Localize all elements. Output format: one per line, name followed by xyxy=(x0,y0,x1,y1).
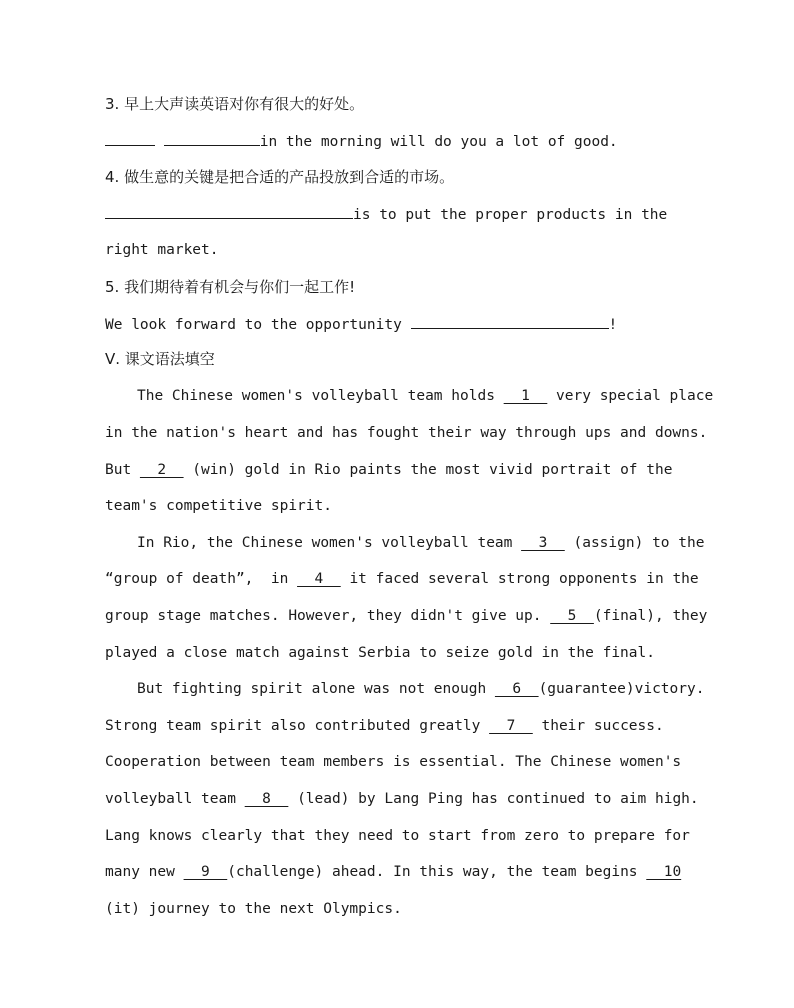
blank-3[interactable]: 3 xyxy=(521,535,565,551)
passage-line: in the nation's heart and has fought their way through ups and downs. xyxy=(105,425,708,441)
passage-text: group stage matches. However, they didn't give up. xyxy=(105,608,551,624)
passage-text: The Chinese women's volleyball team holds xyxy=(137,388,504,404)
passage-line: (it) journey to the next Olympics. xyxy=(105,901,402,917)
q4-prompt: 4. 做生意的关键是把合适的产品投放到合适的市场。 xyxy=(105,168,455,186)
q4-answer-line xyxy=(105,203,695,225)
passage-line xyxy=(105,789,699,809)
passage-line xyxy=(105,606,708,626)
passage-line xyxy=(105,460,695,480)
passage-text: (lead) by Lang Ping has continued to aim high. xyxy=(288,791,699,807)
passage-text: But fighting spirit alone was not enough xyxy=(137,681,495,697)
passage-line xyxy=(105,716,695,736)
q5-answer-tail: ! xyxy=(608,317,618,333)
blank-10[interactable]: 10 xyxy=(646,864,682,880)
q4-blank[interactable] xyxy=(105,203,353,219)
blank-4[interactable]: 4 xyxy=(297,571,341,587)
passage-text: volleyball team xyxy=(105,791,245,807)
q5-answer-line xyxy=(105,313,695,335)
q3-answer-line xyxy=(105,130,695,152)
passage-line xyxy=(105,862,695,882)
blank-8[interactable]: 8 xyxy=(244,791,289,807)
passage-text: many new xyxy=(105,864,184,880)
q3-answer-tail: in the morning will do you a lot of good. xyxy=(259,134,618,150)
passage-text: (assign) to the xyxy=(564,535,705,551)
passage-line: Lang knows clearly that they need to start from zero to prepare for xyxy=(105,828,690,844)
q5-blank[interactable] xyxy=(411,313,609,329)
passage-line xyxy=(105,569,699,589)
q3-prompt: 3. 早上大声读英语对你有很大的好处。 xyxy=(105,95,365,113)
passage-text: “group of death”, in xyxy=(105,571,298,587)
passage-line: Cooperation between team members is essential. The Chinese women's xyxy=(105,754,682,770)
blank-5[interactable]: 5 xyxy=(550,608,594,624)
passage-text: (challenge) ahead. In this way, the team begins xyxy=(227,864,647,880)
q3-blank-2[interactable] xyxy=(164,130,260,146)
section-title: Ⅴ. 课文语法填空 xyxy=(105,350,215,368)
passage-text: But xyxy=(105,462,140,478)
blank-1[interactable]: 1 xyxy=(503,388,548,404)
passage-line xyxy=(137,533,705,553)
blank-6[interactable]: 6 xyxy=(494,681,539,697)
passage-text: (win) gold in Rio paints the most vivid portrait of the xyxy=(183,462,673,478)
q4-answer-cont: right market. xyxy=(105,242,219,258)
blank-2[interactable]: 2 xyxy=(139,462,184,478)
passage-text: In Rio, the Chinese women's volleyball team xyxy=(137,535,522,551)
passage-text: (final), they xyxy=(593,608,708,624)
passage-text: very special place xyxy=(547,388,714,404)
q4-answer-tail: is to put the proper products in the xyxy=(353,207,668,223)
blank-7[interactable]: 7 xyxy=(489,718,533,734)
passage-text: (guarantee)victory. xyxy=(538,681,705,697)
q5-prompt: 5. 我们期待着有机会与你们一起工作! xyxy=(105,278,356,296)
blank-9[interactable]: 9 xyxy=(183,864,228,880)
passage-line xyxy=(137,679,705,699)
passage-line: played a close match against Serbia to seize gold in the final. xyxy=(105,645,655,661)
q3-blank-1[interactable] xyxy=(105,130,155,146)
passage-text: Strong team spirit also contributed greatly xyxy=(105,718,490,734)
passage-text: their success. xyxy=(532,718,664,734)
passage-line xyxy=(137,386,714,406)
passage-line: team's competitive spirit. xyxy=(105,498,332,514)
q5-answer-head: We look forward to the opportunity xyxy=(105,317,411,333)
passage-text: it faced several strong opponents in the xyxy=(340,571,699,587)
